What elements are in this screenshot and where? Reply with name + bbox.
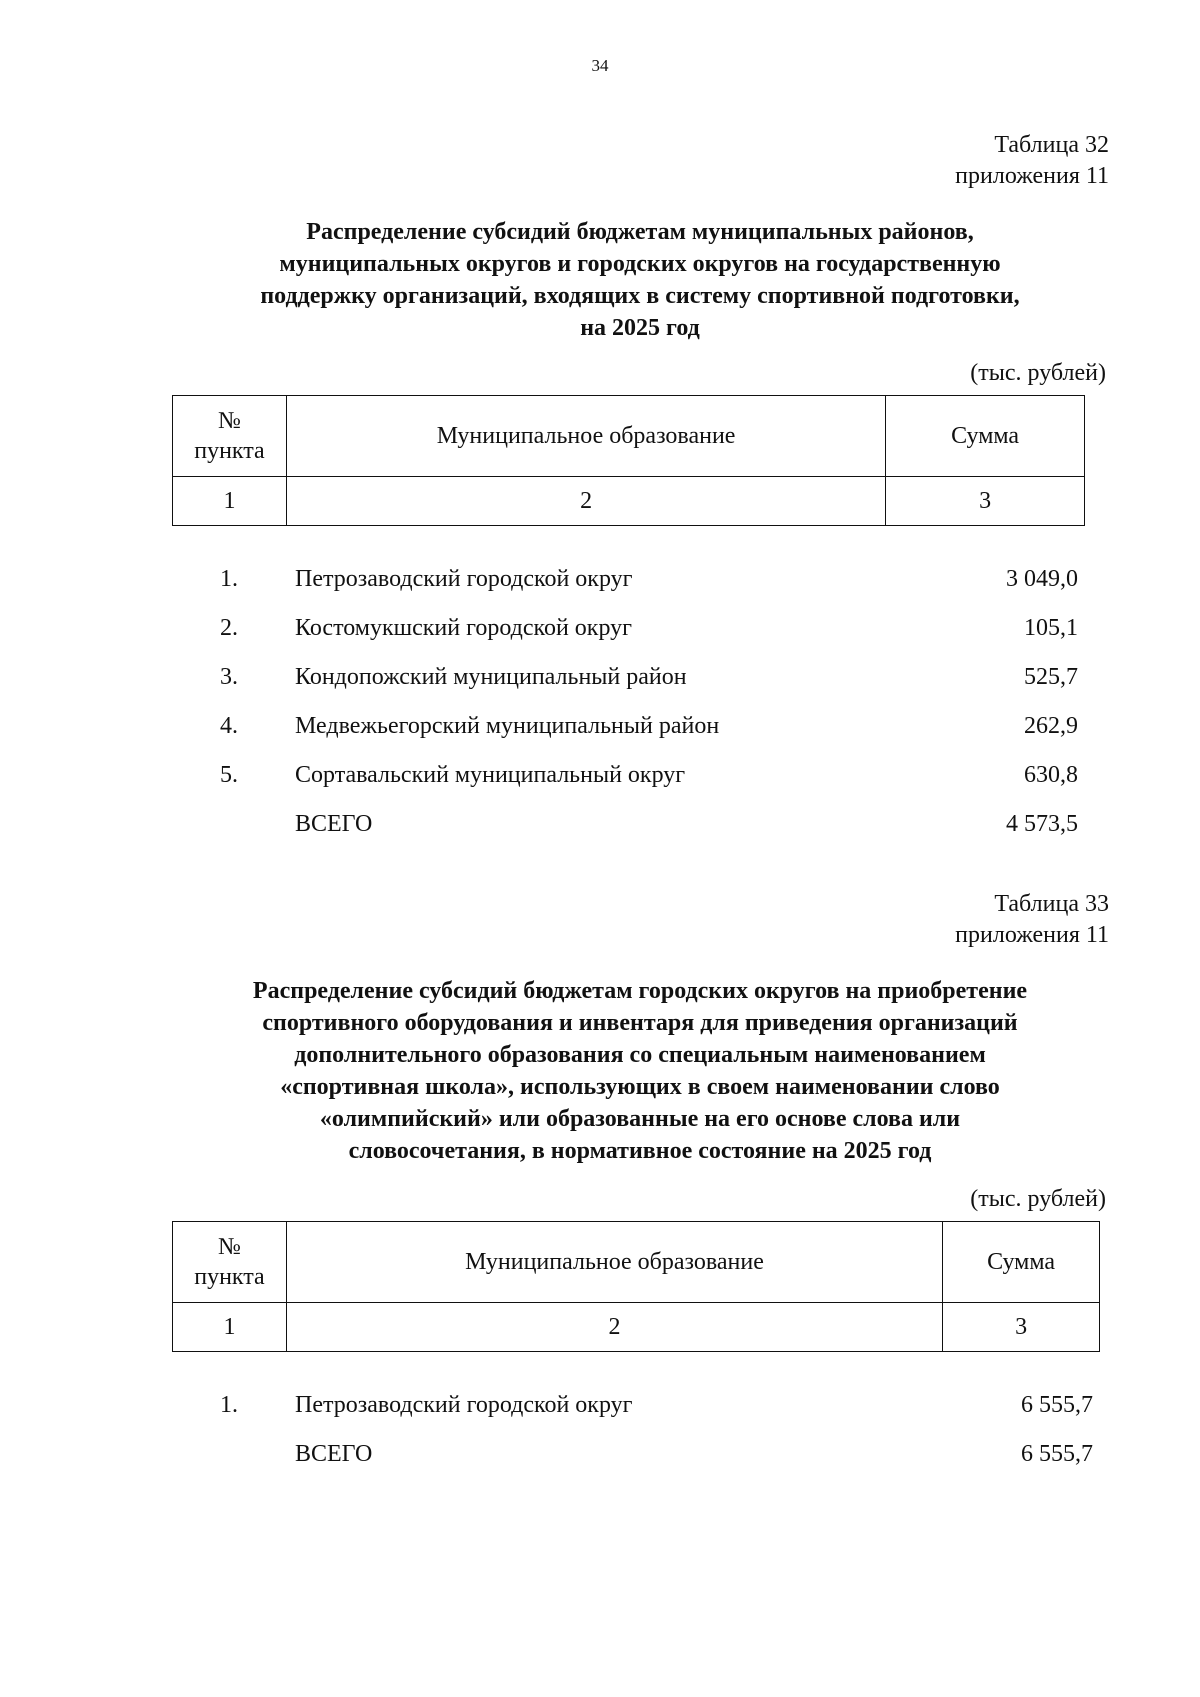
table32-title-line: на 2025 год: [580, 315, 700, 341]
table33-header-row: [173, 1222, 1100, 1303]
table33-title-line: «олимпийский» или образованные на его основе слова или: [319, 1106, 961, 1132]
table32-header-grid: [172, 395, 1085, 526]
column-header-municipality: Муниципальное образование: [286, 1222, 942, 1303]
total-label: ВСЕГО: [295, 1441, 373, 1467]
row-municipality: Петрозаводский городской округ: [295, 566, 633, 592]
table33-title-line: спортивного оборудования и инвентаря для приведения организаций: [262, 1010, 1018, 1036]
table33-title: [160, 975, 1120, 1167]
column-header-number: № пункта: [173, 396, 287, 477]
table33-column-index-row: [173, 1303, 1100, 1352]
row-number: 3.: [220, 664, 238, 690]
row-municipality: Петрозаводский городской округ: [295, 1392, 633, 1418]
table32-column-index-row: [173, 477, 1085, 526]
column-header-municipality: Муниципальное образование: [286, 396, 885, 477]
table33-caption: [955, 889, 1109, 951]
table32-title: [160, 216, 1120, 344]
row-municipality: Костомукшский городской округ: [295, 615, 632, 641]
table33-caption-number: Таблица 33: [994, 891, 1109, 917]
table32-unit: (тыс. рублей): [970, 360, 1106, 386]
row-sum: 262,9: [1024, 713, 1078, 739]
column-index: 2: [286, 477, 885, 526]
row-municipality: Кондопожский муниципальный район: [295, 664, 687, 690]
column-index: 1: [173, 477, 287, 526]
table-row: [172, 1387, 1093, 1423]
row-sum: 3 049,0: [1006, 566, 1078, 592]
table33-title-line: Распределение субсидий бюджетам городских округов на приобретение: [252, 978, 1028, 1004]
row-number: 5.: [220, 762, 238, 788]
row-number: 1.: [220, 1392, 238, 1418]
row-municipality: Сортавальский муниципальный округ: [295, 762, 686, 788]
row-sum: 105,1: [1024, 615, 1078, 641]
table32-caption-appendix: приложения 11: [955, 163, 1109, 189]
column-index: 1: [173, 1303, 287, 1352]
table33-title-line: «спортивная школа», использующих в своем наименовании слово: [280, 1074, 1000, 1100]
table-row: [172, 757, 1078, 793]
table32-title-line: муниципальных округов и городских округов на государственную: [279, 251, 1001, 277]
table33-title-line: словосочетания, в нормативное состояние на 2025 год: [348, 1138, 932, 1164]
total-sum: 6 555,7: [1021, 1441, 1093, 1467]
table32-caption: [955, 130, 1109, 192]
table32-title-line: поддержку организаций, входящих в систему спортивной подготовки,: [260, 283, 1020, 309]
total-sum: 4 573,5: [1006, 811, 1078, 837]
table-row: [172, 610, 1078, 646]
table33-header-grid: [172, 1221, 1100, 1352]
column-header-sum: Сумма: [943, 1222, 1100, 1303]
column-header-number: № пункта: [173, 1222, 287, 1303]
row-number: 1.: [220, 566, 238, 592]
table-row: [172, 708, 1078, 744]
table32-title-line: Распределение субсидий бюджетам муниципальных районов,: [306, 219, 974, 245]
table33-total-row: [172, 1436, 1093, 1472]
row-sum: 6 555,7: [1021, 1392, 1093, 1418]
page-number: 34: [591, 56, 609, 75]
row-municipality: Медвежьегорский муниципальный район: [295, 713, 720, 739]
total-label: ВСЕГО: [295, 811, 373, 837]
row-number: 2.: [220, 615, 238, 641]
row-sum: 630,8: [1024, 762, 1078, 788]
table32-total-row: [172, 806, 1078, 842]
table33-title-line: дополнительного образования со специальным наименованием: [294, 1042, 986, 1068]
column-index: 2: [286, 1303, 942, 1352]
row-sum: 525,7: [1024, 664, 1078, 690]
table-row: [172, 561, 1078, 597]
table-row: [172, 659, 1078, 695]
column-index: 3: [886, 477, 1085, 526]
column-header-sum: Сумма: [886, 396, 1085, 477]
row-number: 4.: [220, 713, 238, 739]
table33-unit: (тыс. рублей): [970, 1186, 1106, 1212]
table32-caption-number: Таблица 32: [994, 132, 1109, 158]
table32-header-row: [173, 396, 1085, 477]
column-index: 3: [943, 1303, 1100, 1352]
table33-caption-appendix: приложения 11: [955, 922, 1109, 948]
